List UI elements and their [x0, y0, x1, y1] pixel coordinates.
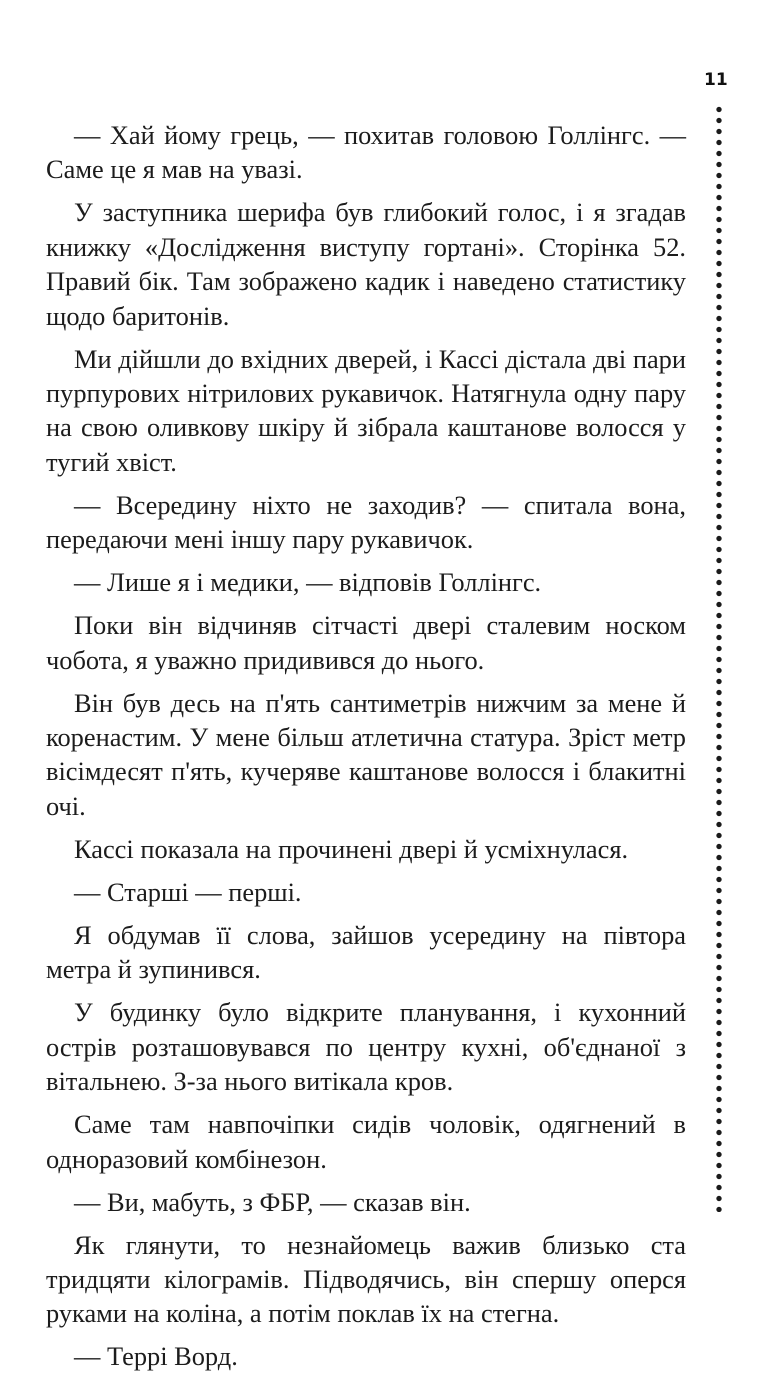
paragraph: Ми дійшли до вхідних дверей, і Кассі дістала дві пари пурпурових нітрилових рукавичок. Натягнула одну пару на свою оливкову шкіру й зібрала каштанове волосся у тугий хвіст.: [46, 343, 686, 477]
paragraph: Як глянути, то незнайомець важив близько ста тридцяти кілограмів. Підводячись, він спершу оперся руками на коліна, а потім поклав їх на стегна.: [46, 1229, 686, 1329]
paragraph: — Террі Ворд.: [74, 1341, 238, 1372]
paragraph: Поки він відчиняв сітчасті двері сталевим носком чобота, я уважно придивився до нього.: [46, 610, 686, 675]
paragraph: — Ви, мабуть, з ФБР, — сказав він.: [74, 1186, 471, 1217]
paragraph: Кассі показала на прочинені двері й усміхнулася.: [74, 833, 629, 864]
paragraph: — Лише я і медики, — відповів Голлінгс.: [74, 567, 542, 598]
dotted-margin-decoration: [714, 104, 724, 1212]
body-text: [46, 118, 686, 1382]
paragraph: У будинку було відкрите планування, і кухонний острів розташовувався по центру кухні, об'єднаної з вітальнею. З-за нього витікала кров.: [46, 997, 686, 1097]
paragraph: Він був десь на п'ять сантиметрів нижчим за мене й коренастим. У мене більш атлетична статура. Зріст метр вісімдесят п'ять, кучеряве каштанове волосся і блакитні очі.: [46, 687, 686, 821]
paragraph: — Всередину ніхто не заходив? — спитала вона, передаючи мені іншу пару рукавичок.: [46, 489, 686, 555]
paragraph: — Хай йому грець, — похитав головою Голлінгс. — Саме це я мав на увазі.: [46, 120, 686, 185]
paragraph: — Старші — перші.: [74, 876, 302, 907]
page-number: 11: [704, 70, 728, 90]
paragraph: Я обдумав її слова, зайшов усередину на півтора метра й зупинився.: [46, 919, 686, 985]
paragraph: Саме там навпочіпки сидів чоловік, одягнений в одноразовий комбінезон.: [46, 1109, 686, 1174]
paragraph: У заступника шерифа був глибокий голос, і я згадав книжку «Дослідження виступу гортані». Сторінка 52. Правий бік. Там зображено кадик і наведено статистику щодо баритонів.: [46, 197, 686, 331]
